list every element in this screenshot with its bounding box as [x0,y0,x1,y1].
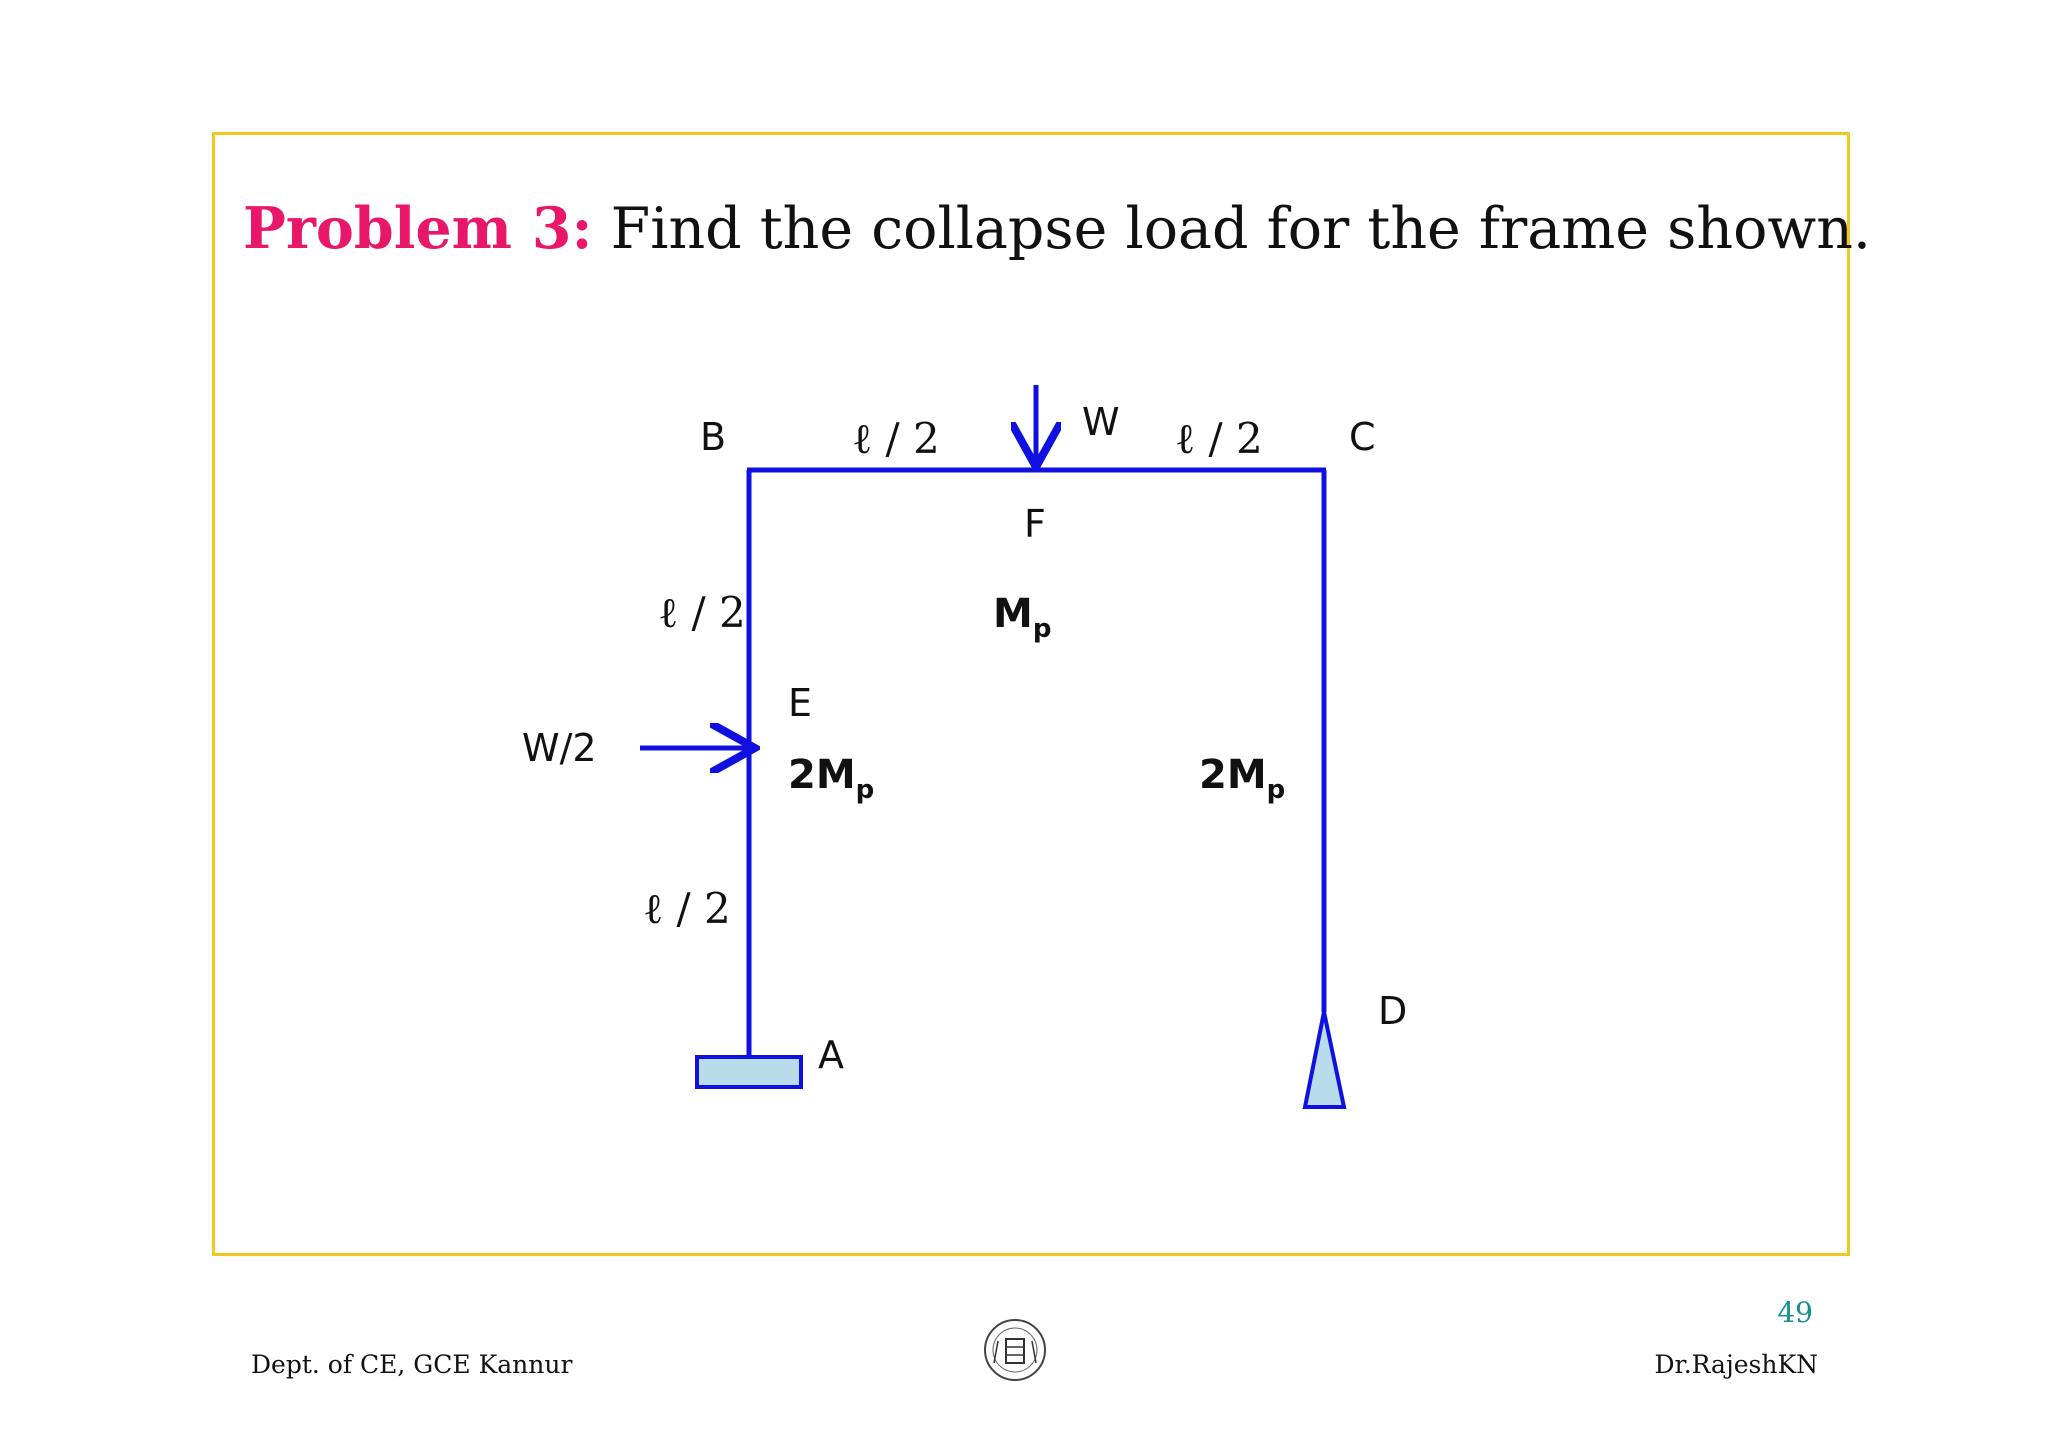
node-label-f: F [1024,502,1046,546]
college-logo-icon [980,1315,1050,1385]
dim-label-fc: ℓ / 2 [1175,414,1263,463]
node-label-d: D [1378,989,1408,1033]
footer-department: Dept. of CE, GCE Kannur [251,1350,573,1379]
node-label-a: A [818,1033,844,1077]
fixed-support-a [697,1057,801,1087]
moment-label-left-column: $2M_p$ [788,752,875,805]
dim-label-be: ℓ / 2 [658,588,746,637]
problem-statement: Find the collapse load for the frame shown. [610,196,1872,262]
pinned-support-d [1305,1012,1344,1107]
load-label-w2: W/2 [522,726,597,770]
moment-label-right-column: $2M_p$ [1199,752,1286,805]
page-number: 49 [1777,1296,1813,1329]
load-label-w: W [1082,400,1120,444]
node-label-b: B [700,415,727,459]
dim-label-bf: ℓ / 2 [852,414,940,463]
node-label-c: C [1349,415,1376,459]
dim-label-ea: ℓ / 2 [643,884,731,933]
moment-label-beam: $M_p$ [993,591,1052,644]
node-label-e: E [788,681,813,725]
problem-label: Problem 3: [243,195,593,262]
footer-author: Dr.RajeshKN [1654,1350,1818,1379]
